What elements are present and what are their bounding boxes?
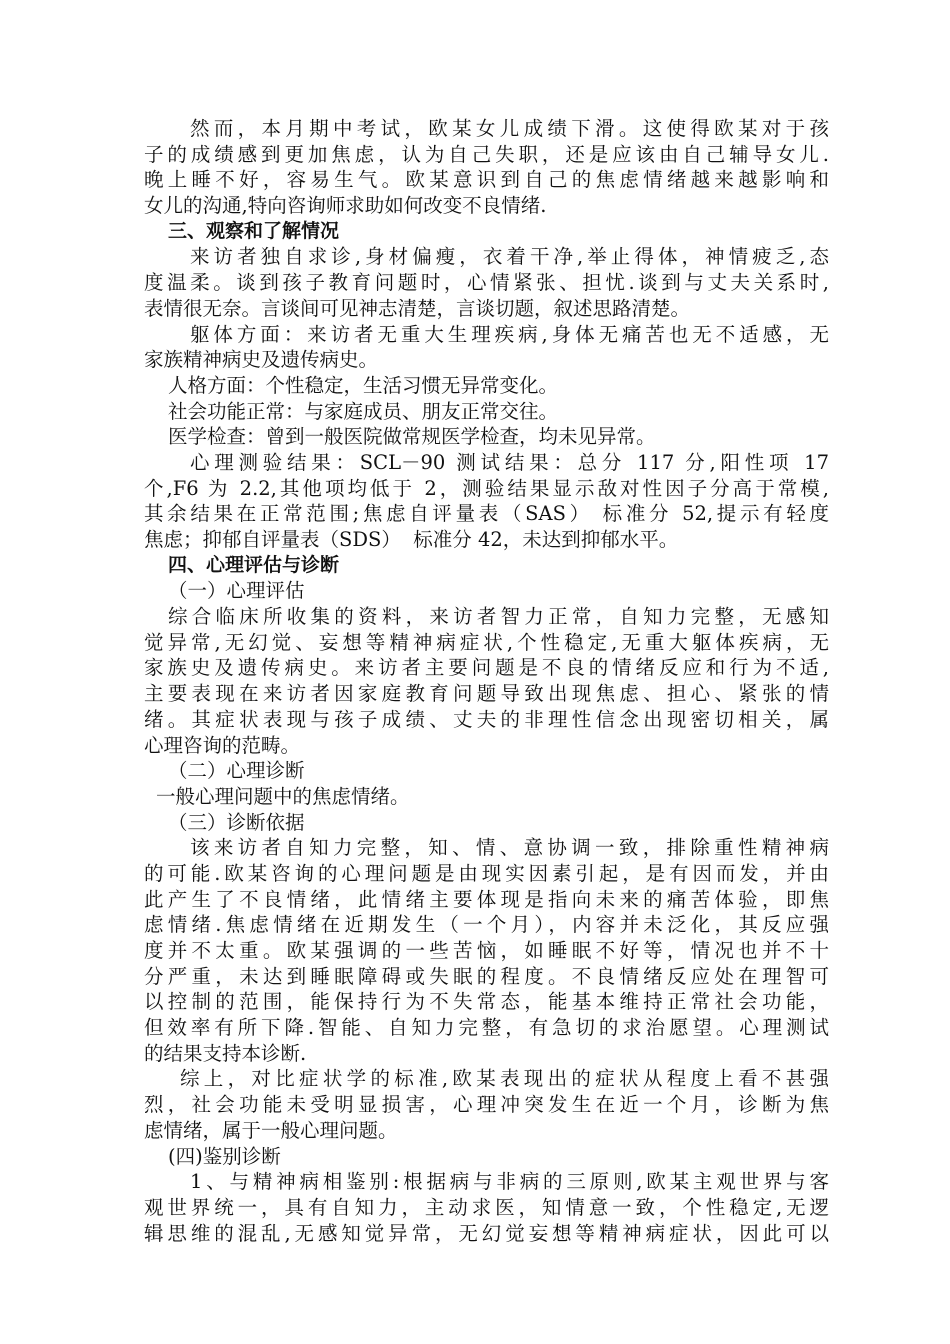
text-line: 观世界统一，具有自知力，主动求医，知情意一致，个性稳定,无逻	[144, 1195, 829, 1219]
text-line: 度温柔。谈到孩子教育问题时，心情紧张、担忧.谈到与丈夫关系时,	[144, 271, 829, 295]
text-line: 个,F6 为 2.2,其他项均低于 2，测验结果显示敌对性因子分高于常模,	[144, 476, 829, 500]
text-line: （一）心理评估	[168, 579, 305, 603]
text-line: 综上，对比症状学的标准,欧某表现出的症状从程度上看不甚强	[180, 1067, 829, 1091]
text-line: 此产生了不良情绪，此情绪主要体现是指向未来的痛苦体验，即焦	[144, 887, 829, 911]
text-line: 家族史及遗传病史。来访者主要问题是不良的情绪反应和行为不适,	[144, 656, 829, 680]
text-line: 觉异常,无幻觉、妄想等精神病症状,个性稳定,无重大躯体疾病，无	[144, 630, 829, 654]
text-line: 主要表现在来访者因家庭教育问题导致出现焦虑、担心、紧张的情	[144, 682, 829, 706]
text-line: 烈，社会功能未受明显损害，心理冲突发生在近一个月，诊断为焦	[144, 1093, 829, 1117]
text-line: 然而，本月期中考试，欧某女儿成绩下滑。这使得欧某对于孩	[190, 117, 829, 140]
text-line: 该来访者自知力完整，知、情、意协调一致，排除重性精神病	[190, 836, 829, 860]
text-line: 家族精神病史及遗传病史。	[144, 348, 379, 372]
text-line: 的结果支持本诊断.	[144, 1041, 307, 1065]
text-line: 虑情绪，属于一般心理问题。	[144, 1118, 398, 1142]
document-page	[144, 116, 829, 1246]
text-line: 心理咨询的范畴。	[144, 733, 301, 757]
text-line: 医学检查：曾到一般医院做常规医学检查，均未见异常。	[168, 425, 656, 449]
text-line: 躯体方面：来访者无重大生理疾病,身体无痛苦也无不适感，无	[190, 322, 829, 346]
text-line: 但效率有所下降.智能、自知力完整，有急切的求治愿望。心理测试	[144, 1016, 829, 1040]
text-line: 来访者独自求诊,身材偏瘦，衣着干净,举止得体，神情疲乏,态	[190, 245, 829, 269]
text-line: 晚上睡不好，容易生气。欧某意识到自己的焦虑情绪越来越影响和	[144, 168, 829, 192]
text-line: 人格方面：个性稳定，生活习惯无异常变化。	[168, 373, 559, 397]
text-line: 一般心理问题中的焦虑情绪。	[156, 784, 410, 808]
text-line: 其余结果在正常范围;焦虑自评量表（SAS） 标准分 52,提示有轻度	[144, 502, 829, 526]
text-line: 分严重，未达到睡眠障碍或失眠的程度。不良情绪反应处在理智可	[144, 964, 829, 988]
text-line: 度并不太重。欧某强调的一些苦恼，如睡眠不好等，情况也并不十	[144, 939, 829, 962]
text-line: 表情很无奈。言谈间可见神志清楚，言谈切题，叙述思路清楚。	[144, 296, 691, 320]
text-line: 综合临床所收集的资料，来访者智力正常，自知力完整，无感知	[168, 605, 829, 629]
text-line: （二）心理诊断	[168, 759, 305, 783]
text-line: 虑情绪.焦虑情绪在近期发生（一个月），内容并未泛化，其反应强	[144, 913, 829, 937]
text-line: （三）诊断依据	[168, 810, 305, 834]
text-line: (四)鉴别诊断	[168, 1144, 281, 1168]
text-line: 女儿的沟通,特向咨询师求助如何改变不良情绪.	[144, 194, 547, 218]
text-line: 以控制的范围，能保持行为不失常态，能基本维持正常社会功能，	[144, 990, 829, 1014]
text-line: 社会功能正常：与家庭成员、朋友正常交往。	[168, 399, 559, 423]
section-heading: 四、心理评估与诊断	[168, 553, 340, 576]
text-line: 1、与精神病相鉴别:根据病与非病的三原则,欧某主观世界与客	[190, 1170, 829, 1194]
text-line: 辑思维的混乱,无感知觉异常，无幻觉妄想等精神病症状，因此可以	[144, 1221, 829, 1245]
text-line: 子的成绩感到更加焦虑，认为自己失职，还是应该由自己辅导女儿.	[144, 142, 829, 166]
text-line: 心理测验结果：SCL－90 测试结果：总分 117 分,阳性项 17	[190, 450, 829, 474]
text-line: 焦虑；抑郁自评量表（SDS） 标准分 42，未达到抑郁水平。	[144, 528, 679, 551]
section-heading: 三、观察和了解情况	[168, 219, 340, 242]
text-line: 的可能.欧某咨询的心理问题是由现实因素引起，是有因而发，并由	[144, 861, 829, 885]
text-line: 绪。其症状表现与孩子成绩、丈夫的非理性信念出现密切相关，属	[144, 707, 829, 731]
